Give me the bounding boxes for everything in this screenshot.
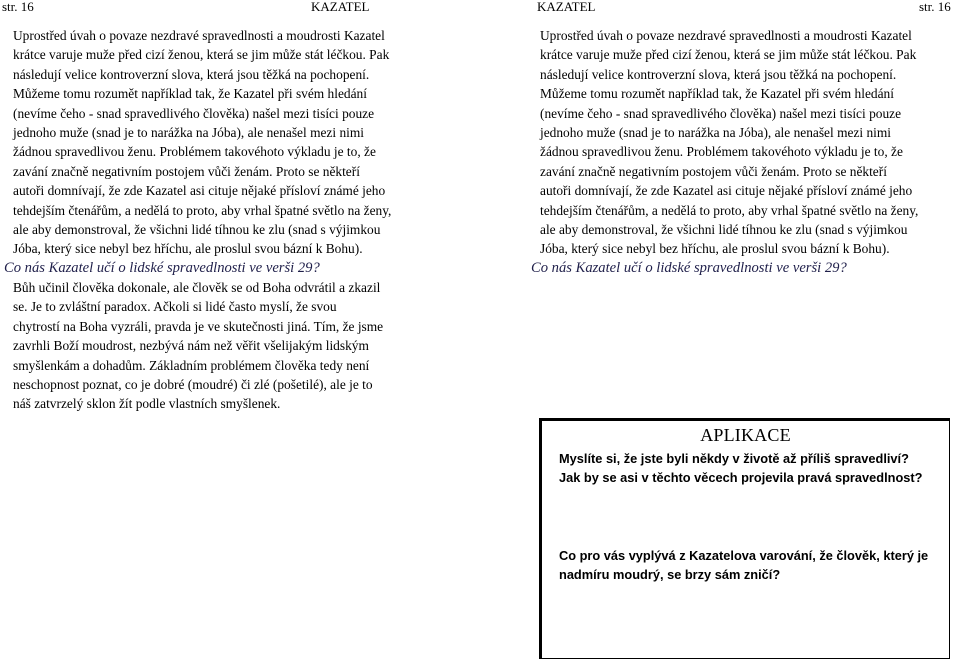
text-line: ale aby demonstroval, že všichni lidé tíhnou ke zlu (snad s výjimkou xyxy=(540,221,908,237)
text-line: (nevíme čeho - snad spravedlivého člověka) našel mezi tisíci pouze xyxy=(13,105,375,121)
text-line: Uprostřed úvah o povaze nezdravé spravedlnosti a moudrosti Kazatel xyxy=(540,28,912,43)
text-line: Můžeme tomu rozumět například tak, že Kazatel při svém hledání xyxy=(540,86,894,102)
text-line: ale aby demonstroval, že všichni lidé tíhnou ke zlu (snad s výjimkou xyxy=(13,221,381,237)
text-line: jednoho muže (snad je to narážka na Jóba), ale nenašel mezi nimi xyxy=(540,124,891,140)
question-line: nadmíru moudrý, se brzy sám zničí? xyxy=(559,567,781,582)
header-title: KAZATEL xyxy=(311,0,370,14)
text-line: žádnou spravedlivou ženu. Problémem takovéhoto výkladu je to, že xyxy=(13,144,376,160)
page-header xyxy=(480,0,960,16)
application-title: APLIKACE xyxy=(700,425,791,445)
body-text xyxy=(531,26,955,278)
text-line: následují velice kontroverzní slova, která jsou těžká na pochopení. xyxy=(540,66,897,82)
text-line: krátce varuje muže před cizí ženou, která se jim může stát léčkou. Pak xyxy=(13,47,390,63)
text-line: (nevíme čeho - snad spravedlivého člověka) našel mezi tisíci pouze xyxy=(540,105,902,121)
text-line: tehdejším čtenářům, a nedělá to proto, aby vrhal špatné světlo na ženy, xyxy=(540,202,919,218)
study-question: Co nás Kazatel učí o lidské spravedlnosti ve verši 29? xyxy=(531,259,847,276)
text-line: Jóba, který sice nebyl bez hříchu, ale proslul svou bázní k Bohu). xyxy=(13,241,363,257)
text-line: zavrhli Boží moudrost, nezbývá nám než věřit všelijakým lidským xyxy=(13,338,369,354)
text-line: náš zatvrzelý sklon žít podle vlastních smyšlenek. xyxy=(13,396,281,412)
page-number: str. 16 xyxy=(919,0,951,14)
text-line: autoři domnívají, že zde Kazatel asi cituje nějaké přísloví známé jeho xyxy=(540,183,913,199)
text-line: zavání značně negativním postojem vůči ženám. Proto se někteří xyxy=(13,163,360,179)
text-line: chytrostí na Boha vyzráli, pravda je ve skutečnosti jiná. Tím, že jsme xyxy=(13,318,384,334)
text-line: zavání značně negativním postojem vůči ženám. Proto se někteří xyxy=(540,163,887,179)
application-question-1 xyxy=(559,449,922,487)
text-line: žádnou spravedlivou ženu. Problémem takovéhoto výkladu je to, že xyxy=(540,144,903,160)
text-line: krátce varuje muže před cizí ženou, která se jim může stát léčkou. Pak xyxy=(540,47,917,63)
header-title: KAZATEL xyxy=(537,0,596,14)
text-line: smyšlenkám a dohadům. Základním problémem člověka tedy není xyxy=(13,357,370,373)
text-line: Můžeme tomu rozumět například tak, že Kazatel při svém hledání xyxy=(13,86,367,102)
text-line: tehdejším čtenářům, a nedělá to proto, aby vrhal špatné světlo na ženy, xyxy=(13,202,392,218)
text-line: následují velice kontroverzní slova, která jsou těžká na pochopení. xyxy=(13,66,370,82)
text-line: jednoho muže (snad je to narážka na Jóba), ale nenašel mezi nimi xyxy=(13,124,364,140)
study-question: Co nás Kazatel učí o lidské spravedlnosti ve verši 29? xyxy=(4,259,320,276)
application-question-2 xyxy=(559,546,928,584)
text-line: Bůh učinil člověka dokonale, ale člověk se od Boha odvrátil a zkazil xyxy=(13,280,381,296)
page-number: str. 16 xyxy=(2,0,34,14)
text-line: neschopnost poznat, co je dobré (moudré) či zlé (pošetilé), ale je to xyxy=(13,377,373,393)
question-line: Jak by se asi v těchto věcech projevila pravá spravedlnost? xyxy=(559,470,923,485)
body-text xyxy=(4,26,473,414)
text-line: Jóba, který sice nebyl bez hříchu, ale proslul svou bázní k Bohu). xyxy=(540,241,890,257)
text-line: autoři domnívají, že zde Kazatel asi cituje nějaké přísloví známé jeho xyxy=(13,183,386,199)
text-line: se. Je to zvláštní paradox. Ačkoli si lidé často myslí, že svou xyxy=(13,299,337,315)
text-line: Uprostřed úvah o povaze nezdravé spravedlnosti a moudrosti Kazatel xyxy=(13,28,385,43)
application-box xyxy=(539,418,950,659)
question-line: Myslíte si, že jste byli někdy v životě až příliš spravedliví? xyxy=(559,451,909,466)
question-line: Co pro vás vyplývá z Kazatelova varování, že člověk, který je xyxy=(559,548,929,563)
page-header xyxy=(0,0,480,16)
